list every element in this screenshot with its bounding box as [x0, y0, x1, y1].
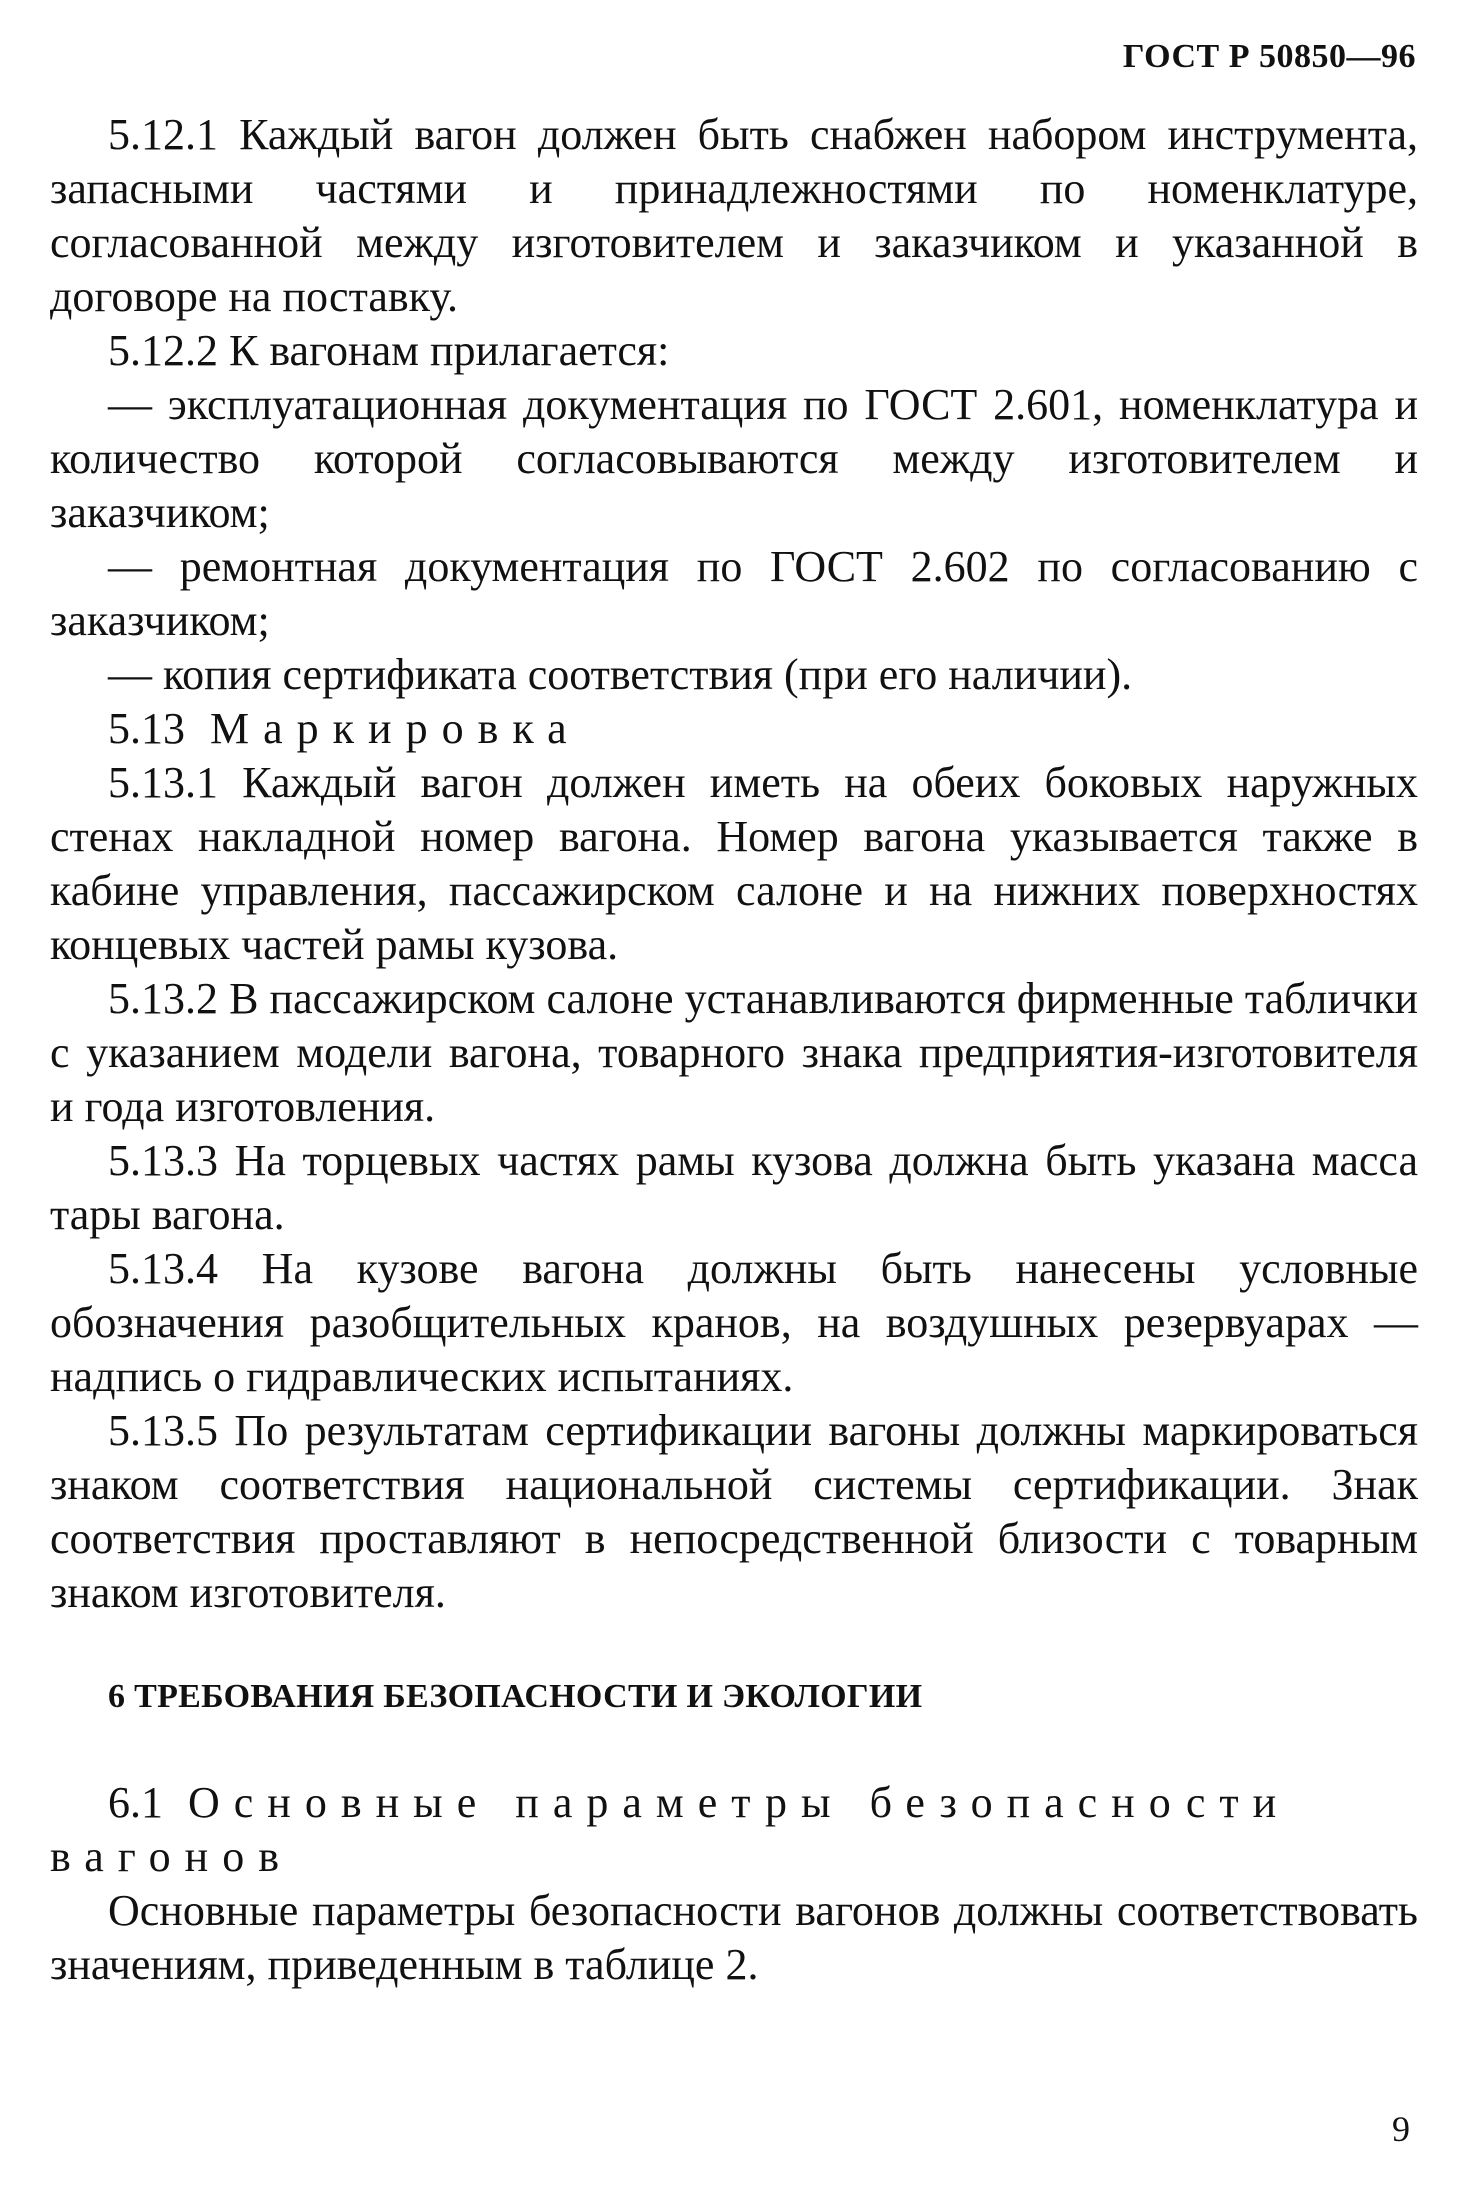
- paragraph-6-1: Основные параметры безопасности вагонов должны соответствовать значениям, приведенным в таблице 2.: [50, 1886, 1418, 1989]
- subsection-heading-6-1: [50, 1776, 1418, 1884]
- paragraph-5-13-2: 5.13.2 В пассажирском салоне устанавливаются фирменные таблички с указанием модели вагона, товарного знака предприятия-изготовителя и года изготовления.: [50, 974, 1418, 1131]
- paragraph-5-12-1: 5.12.1 Каждый вагон должен быть снабжен набором инструмента, запасными частями и принадлежностями по номенклатуре, согласованной между изготовителем и заказчиком и указанной в договоре на поставку.: [50, 110, 1418, 321]
- list-item-certificate-copy: — копия сертификата соответствия (при его наличии).: [108, 650, 1133, 699]
- list-item-repair-docs: — ремонтная документация по ГОСТ 2.602 по согласованию с заказчиком;: [50, 542, 1418, 645]
- subsection-number: 6.1: [108, 1778, 163, 1827]
- subsection-title: Маркировка: [210, 704, 581, 753]
- paragraph-5-13-4: 5.13.4 На кузове вагона должны быть нанесены условные обозначения разобщительных кранов, на воздушных резервуарах — надпись о гидравлических испытаниях.: [50, 1244, 1418, 1401]
- subsection-number: 5.13: [108, 704, 185, 753]
- paragraph-5-12-2: 5.12.2 К вагонам прилагается:: [108, 326, 670, 375]
- paragraph-5-13-5: 5.13.5 По результатам сертификации вагоны должны маркироваться знаком соответствия национальной системы сертификации. Знак соответствия проставляют в непосредственной близости с товарным знаком изготовителя.: [50, 1406, 1418, 1617]
- document-body: [50, 108, 1418, 1992]
- page-number: 9: [1392, 2109, 1410, 2149]
- section-heading-6: 6 ТРЕБОВАНИЯ БЕЗОПАСНОСТИ И ЭКОЛОГИИ: [108, 1678, 923, 1715]
- list-item-operational-docs: — эксплуатационная документация по ГОСТ 2.601, номенклатура и количество которой согласовываются между изготовителем и заказчиком;: [50, 380, 1418, 537]
- subsection-heading-5-13: [50, 702, 1418, 756]
- paragraph-5-13-1: 5.13.1 Каждый вагон должен иметь на обеих боковых наружных стенах накладной номер вагона. Номер вагона указывается также в кабине управления, пассажирском салоне и на нижних поверхностях концевых частей рамы кузова.: [50, 758, 1418, 969]
- document-code-header: ГОСТ Р 50850—96: [1122, 38, 1416, 75]
- subsection-title: Основные параметры безопасности вагонов: [50, 1778, 1291, 1881]
- paragraph-5-13-3: 5.13.3 На торцевых частях рамы кузова должна быть указана масса тары вагона.: [50, 1136, 1418, 1239]
